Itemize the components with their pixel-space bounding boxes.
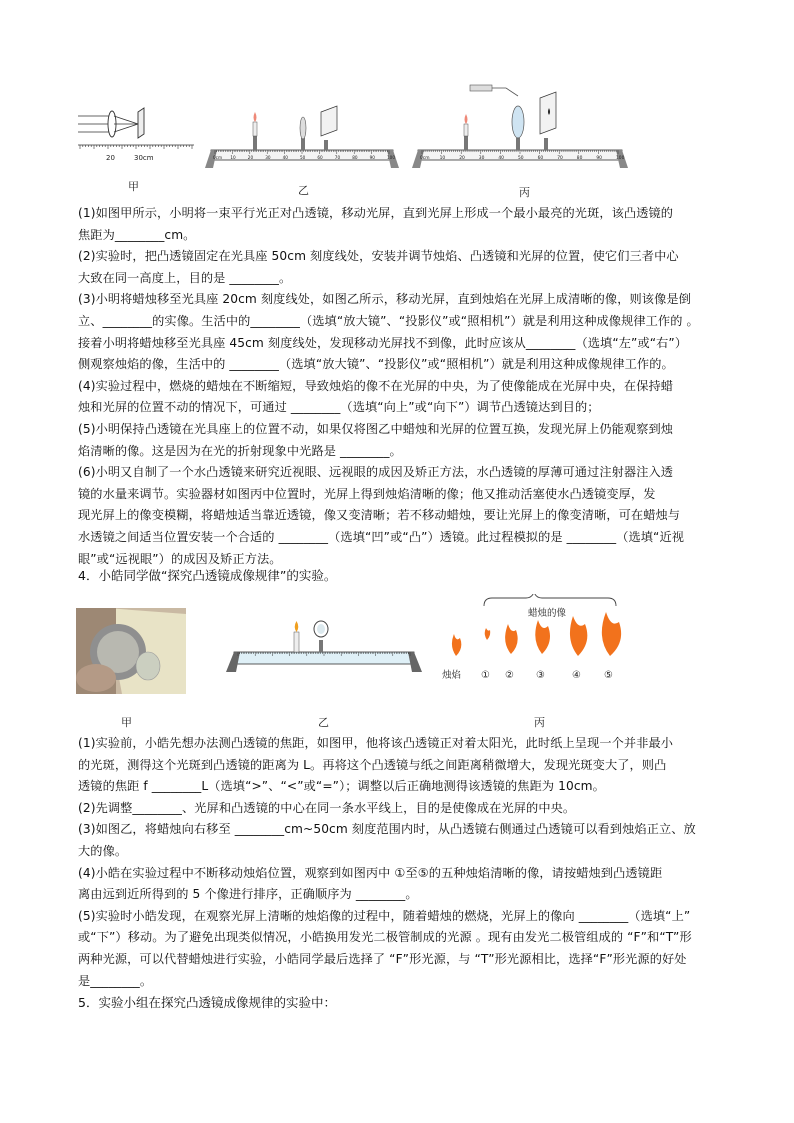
- ruler-label-20: 20: [106, 154, 115, 162]
- ruler-label: 20: [247, 155, 254, 160]
- ruler-label: 40: [282, 155, 288, 160]
- q4-title: 4．小皓同学做“探究凸透镜成像规律”的实验。: [78, 568, 337, 583]
- caption-yi-mid: 乙: [318, 716, 329, 729]
- q3-line: 烛和光屏的位置不动的情况下，可通过 ________（选填“向上”或“向下”）调节凸透镜达到目的；: [78, 400, 600, 415]
- q4-line: 大的像。: [78, 843, 128, 858]
- figure-bing-flames: [436, 594, 636, 690]
- num-5: ⑤: [604, 670, 613, 681]
- ruler-label: 90: [369, 155, 375, 160]
- q4-line: (1)实验前，小皓先想办法测凸透镜的焦距，如图甲，他将该凸透镜正对着太阳光，此时纸上呈现一个并非最小: [78, 736, 674, 750]
- q4-line: (4)小皓在实验过程中不断移动烛焰位置，观察到如图丙中 ①至⑤的五种烛焰清晰的像，请按蜡烛到凸透镜距: [78, 865, 663, 880]
- q3-line: 水透镜之间适当位置安装一个合适的 ________（选填“凹”或“凸”）透镜。此过程模拟的是 ________（选填“近视: [78, 529, 685, 544]
- ruler-label: 20: [459, 156, 465, 161]
- flame-image-1: [485, 628, 490, 640]
- q3-line: 镜的水量来调节。实验器材如图丙中位置时，光屏上得到烛焰清晰的像；他又推动活塞使水凸透镜变厚，发: [78, 486, 656, 501]
- q3-text: [78, 203, 718, 570]
- q3-line: 立、________的实像。生活中的________（选填“放大镜”、“投影仪”或“照相机”）就是利用这种成像规律工作的 。: [78, 313, 699, 328]
- ruler-label: 30: [265, 155, 271, 160]
- ruler-label: 60: [317, 155, 323, 160]
- flame-original: [452, 634, 461, 656]
- caption-bing-top: 丙: [519, 186, 530, 199]
- q4-text: [78, 733, 718, 992]
- figure-jia-top: [76, 98, 196, 188]
- q4-line: (5)实验时小皓发现，在观察光屏上清晰的烛焰像的过程中，随着蜡烛的燃烧，光屏上的像向 ________（选填“上”: [78, 908, 691, 923]
- num-1: ①: [481, 670, 490, 681]
- caption-bing-mid: 丙: [534, 716, 545, 729]
- q4-line: (3)如图乙，将蜡烛向右移至 ________cm~50cm 刻度范围内时，从凸透镜右侧通过凸透镜可以看到烛焰正立、放: [78, 822, 696, 837]
- q3-line: 焦距为________cm。: [78, 227, 196, 242]
- ruler-label: 70: [334, 155, 341, 160]
- q4-line: 的光斑，测得这个光斑到凸透镜的距离为 L。再将这个凸透镜与纸之间距离稍微增大，发现光斑变大了，则凸: [78, 757, 667, 772]
- ruler-label: 60: [537, 156, 544, 161]
- ruler-label: 0cm: [420, 156, 430, 161]
- flame-image-4: [570, 616, 587, 656]
- q3-line: (3)小明将蜡烛移至光具座 20cm 刻度线处，如图乙所示，移动光屏，直到烛焰在光屏上成清晰的像，则该像是倒: [78, 292, 691, 307]
- flame-image-2: [505, 624, 518, 654]
- q3-line: 现光屏上的像变模糊，将蜡烛适当靠近透镜，像又变清晰；若不移动蜡烛，要让光屏上的像变清晰，可在蜡烛与: [78, 508, 681, 523]
- num-3: ③: [536, 670, 545, 681]
- q3-line: 侧观察烛焰的像，生活中的 ________（选填“放大镜”、“投影仪”或“照相机”）就是利用这种成像规律工作的。: [78, 357, 674, 372]
- q4-line: 两种光源，可以代替蜡烛进行实验，小皓同学最后选择了 “F”形光源，与 “T”形光源相比，选择“F”形光源的好处: [78, 951, 687, 966]
- ruler-label: 40: [498, 156, 504, 161]
- caption-yi-top: 乙: [298, 184, 309, 197]
- ruler-label: 10: [439, 156, 446, 161]
- figure-jia-photo: [76, 608, 186, 694]
- ruler-label: 10: [230, 155, 236, 160]
- ruler-label: 80: [352, 155, 358, 160]
- ruler-label: 0cm: [213, 155, 223, 160]
- q4-line: (2)先调整________、光屏和凸透镜的中心在同一条水平线上，目的是使像成在光屏的中央。: [78, 800, 576, 815]
- ruler-label: 100: [616, 156, 625, 161]
- flame-label: 烛焰: [442, 670, 462, 681]
- caption-jia-mid: 甲: [121, 716, 132, 729]
- q3-line: 焰清晰的像。这是因为在光的折射现象中光路是 ________。: [78, 443, 402, 458]
- figure-bing-top: [410, 82, 630, 180]
- num-2: ②: [505, 670, 514, 681]
- q4-line: 离由远到近所得到的 5 个像进行排序，正确顺序为 ________。: [78, 887, 418, 902]
- flame-image-5: [602, 612, 621, 656]
- num-4: ④: [572, 670, 581, 681]
- ruler-label: 70: [557, 156, 563, 161]
- q3-line: (1)如图甲所示，小明将一束平行光正对凸透镜，移动光屏，直到光屏上形成一个最小最亮的光斑，该凸透镜的: [78, 206, 674, 220]
- figure-yi-top: [203, 100, 401, 180]
- q3-line: (6)小明又自制了一个水凸透镜来研究近视眼、远视眼的成因及矫正方法，水凸透镜的厚薄可通过注射器注入透: [78, 465, 674, 480]
- caption-jia-top: 甲: [128, 180, 139, 193]
- ruler-label: 50: [518, 156, 524, 161]
- q3-line: (2)实验时，把凸透镜固定在光具座 50cm 刻度线处，安装并调节烛焰、凸透镜和光屏的位置，使它们三者中心: [78, 249, 679, 264]
- q4-line: 透镜的焦距 f ________L（选填“>”、“<”或“=”）；调整以后正确地测得该透镜的焦距为 10cm。: [78, 779, 605, 794]
- flame-image-3: [535, 620, 550, 654]
- q3-line: (4)实验过程中，燃烧的蜡烛在不断缩短，导致烛焰的像不在光屏的中央，为了使像能成在光屏中央，在保持蜡: [78, 378, 674, 393]
- ruler-label: 30: [478, 156, 485, 161]
- q4-line: 或“下”）移动。为了避免出现类似情况，小皓换用发光二极管制成的光源 。现有由发光二极管组成的 “F”和“T”形: [78, 930, 692, 945]
- q4-line: 是________。: [78, 973, 153, 988]
- q3-line: 眼”或“远视眼”）的成因及矫正方法。: [78, 551, 282, 566]
- q5-title: 5．实验小组在探究凸透镜成像规律的实验中：: [78, 995, 336, 1010]
- ruler-label: 90: [596, 156, 602, 161]
- images-label: 蜡烛的像: [528, 608, 567, 619]
- q3-line: 接着小明将蜡烛移至光具座 45cm 刻度线处，发现移动光屏找不到像，此时应该从________（选填“左”或“右”）: [78, 335, 688, 350]
- q3-line: (5)小明保持凸透镜在光具座上的位置不动，如果仅将图乙中蜡烛和光屏的位置互换，发现光屏上仍能观察到烛: [78, 421, 674, 436]
- figure-yi-mid: [224, 618, 424, 680]
- ruler-label: 50: [300, 155, 306, 160]
- ruler-label: 100: [387, 155, 395, 160]
- ruler-label-30cm: 30cm: [134, 154, 154, 162]
- q3-line: 大致在同一高度上，目的是 ________。: [78, 270, 292, 285]
- ruler-label: 80: [576, 156, 583, 161]
